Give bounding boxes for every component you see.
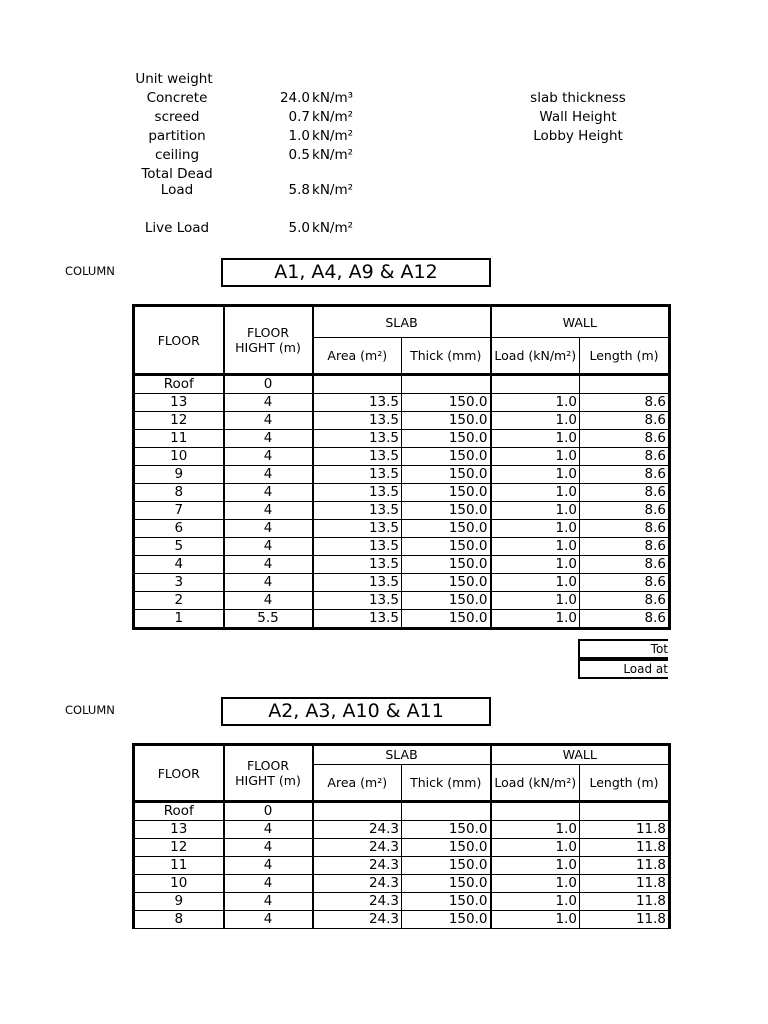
screed-label: screed xyxy=(154,109,200,125)
table-row xyxy=(134,375,670,394)
floor-cell: Roof xyxy=(134,802,224,821)
height-cell: 4 xyxy=(224,484,313,502)
table-row xyxy=(134,592,670,610)
wall-length-cell: 8.6 xyxy=(580,448,670,466)
height-cell: 5.5 xyxy=(224,610,313,629)
wall-length-cell: 8.6 xyxy=(580,466,670,484)
floor-cell: 1 xyxy=(134,610,224,629)
slab-area-cell: 13.5 xyxy=(313,592,402,610)
column-load-table-1 xyxy=(132,304,671,630)
header-thick: Thick (mm) xyxy=(402,764,491,801)
height-cell: 4 xyxy=(224,502,313,520)
height-cell: 4 xyxy=(224,875,313,893)
slab-thick-cell: 150.0 xyxy=(402,839,491,857)
wall-load-cell: 1.0 xyxy=(491,484,580,502)
slab-thick-cell: 150.0 xyxy=(402,610,491,629)
wall-length-cell: 8.6 xyxy=(580,574,670,592)
slab-area-cell: 24.3 xyxy=(313,839,402,857)
header-wall: WALL xyxy=(491,306,670,338)
header-area: Area (m²) xyxy=(313,764,402,801)
slab-thick-cell: 150.0 xyxy=(402,893,491,911)
wall-length-cell: 11.8 xyxy=(580,821,670,839)
floor-cell: 3 xyxy=(134,574,224,592)
screed-value: 0.7 xyxy=(288,109,310,125)
floor-cell: 11 xyxy=(134,857,224,875)
wall-load-cell: 1.0 xyxy=(491,556,580,574)
wall-length-cell: 8.6 xyxy=(580,394,670,412)
ceiling-unit: kN/m² xyxy=(312,147,354,163)
slab-area-cell: 13.5 xyxy=(313,412,402,430)
slab-thickness-label: slab thickness xyxy=(530,90,626,106)
height-cell: 4 xyxy=(224,556,313,574)
slab-area-cell: 13.5 xyxy=(313,430,402,448)
wall-length-cell: 11.8 xyxy=(580,839,670,857)
unit-weight-label: Unit weight xyxy=(135,71,213,87)
slab-thick-cell xyxy=(402,802,491,821)
header-floor-hight-line1: FLOOR xyxy=(246,758,290,773)
wall-load-cell: 1.0 xyxy=(491,875,580,893)
table-row xyxy=(134,448,670,466)
slab-thick-cell xyxy=(402,375,491,394)
height-cell: 4 xyxy=(224,538,313,556)
table-row xyxy=(134,412,670,430)
table-row xyxy=(134,574,670,592)
wall-length-cell: 8.6 xyxy=(580,592,670,610)
floor-cell: 12 xyxy=(134,412,224,430)
total-label: Tot xyxy=(578,639,668,659)
total-dead-label-line1: Total Dead xyxy=(141,166,213,182)
floor-cell: 5 xyxy=(134,538,224,556)
floor-cell: 10 xyxy=(134,448,224,466)
slab-area-cell: 13.5 xyxy=(313,520,402,538)
height-cell: 4 xyxy=(224,592,313,610)
slab-thick-cell: 150.0 xyxy=(402,821,491,839)
floor-cell: 11 xyxy=(134,430,224,448)
header-load: Load (kN/m²) xyxy=(491,764,580,801)
floor-cell: 6 xyxy=(134,520,224,538)
concrete-unit: kN/m³ xyxy=(312,90,354,106)
wall-length-cell: 8.6 xyxy=(580,502,670,520)
wall-load-cell: 1.0 xyxy=(491,821,580,839)
wall-load-cell: 1.0 xyxy=(491,538,580,556)
wall-load-cell: 1.0 xyxy=(491,857,580,875)
wall-load-cell: 1.0 xyxy=(491,592,580,610)
wall-load-cell: 1.0 xyxy=(491,911,580,929)
height-cell: 4 xyxy=(224,394,313,412)
total-dead-unit: kN/m² xyxy=(312,182,354,198)
table-row xyxy=(134,893,670,911)
slab-thick-cell: 150.0 xyxy=(402,538,491,556)
floor-cell: 4 xyxy=(134,556,224,574)
wall-length-cell: 11.8 xyxy=(580,875,670,893)
ceiling-label: ceiling xyxy=(154,147,200,163)
slab-area-cell: 24.3 xyxy=(313,893,402,911)
header-floor-hight-line2: HIGHT (m) xyxy=(235,773,301,788)
header-thick: Thick (mm) xyxy=(402,338,491,375)
height-cell: 4 xyxy=(224,448,313,466)
table-row xyxy=(134,556,670,574)
slab-thick-cell: 150.0 xyxy=(402,857,491,875)
column-label-2: COLUMN xyxy=(65,703,115,717)
table-row xyxy=(134,484,670,502)
wall-length-cell: 8.6 xyxy=(580,484,670,502)
floor-cell: 13 xyxy=(134,821,224,839)
floor-cell: 12 xyxy=(134,839,224,857)
wall-height-label: Wall Height xyxy=(539,109,617,125)
wall-length-cell: 8.6 xyxy=(580,520,670,538)
floor-cell: 9 xyxy=(134,466,224,484)
concrete-value: 24.0 xyxy=(279,90,310,106)
slab-thick-cell: 150.0 xyxy=(402,574,491,592)
floor-cell: 9 xyxy=(134,893,224,911)
height-cell: 0 xyxy=(224,802,313,821)
slab-thick-cell: 150.0 xyxy=(402,875,491,893)
header-slab: SLAB xyxy=(313,306,491,338)
header-floor-hight xyxy=(224,745,313,802)
slab-thick-cell: 150.0 xyxy=(402,394,491,412)
slab-thick-cell: 150.0 xyxy=(402,448,491,466)
slab-area-cell: 13.5 xyxy=(313,448,402,466)
total-dead-value: 5.8 xyxy=(288,182,310,198)
slab-thick-cell: 150.0 xyxy=(402,412,491,430)
table-row xyxy=(134,821,670,839)
height-cell: 4 xyxy=(224,520,313,538)
slab-area-cell: 24.3 xyxy=(313,821,402,839)
wall-load-cell xyxy=(491,802,580,821)
live-load-value: 5.0 xyxy=(288,220,310,236)
slab-thick-cell: 150.0 xyxy=(402,466,491,484)
table-row xyxy=(134,502,670,520)
wall-load-cell: 1.0 xyxy=(491,394,580,412)
header-area: Area (m²) xyxy=(313,338,402,375)
header-floor: FLOOR xyxy=(134,745,224,802)
floor-cell: 8 xyxy=(134,484,224,502)
header-floor-hight-line2: HIGHT (m) xyxy=(235,340,301,355)
floor-cell: 2 xyxy=(134,592,224,610)
wall-load-cell: 1.0 xyxy=(491,839,580,857)
screed-unit: kN/m² xyxy=(312,109,354,125)
height-cell: 4 xyxy=(224,821,313,839)
height-cell: 4 xyxy=(224,857,313,875)
wall-load-cell: 1.0 xyxy=(491,574,580,592)
header-load: Load (kN/m²) xyxy=(491,338,580,375)
column-group-title-1: A1, A4, A9 & A12 xyxy=(221,258,491,287)
slab-area-cell: 13.5 xyxy=(313,502,402,520)
column-group-title-2: A2, A3, A10 & A11 xyxy=(221,697,491,726)
header-wall: WALL xyxy=(491,745,670,765)
concrete-label: Concrete xyxy=(146,90,208,106)
wall-load-cell: 1.0 xyxy=(491,502,580,520)
floor-cell: Roof xyxy=(134,375,224,394)
slab-area-cell: 13.5 xyxy=(313,466,402,484)
wall-length-cell: 8.6 xyxy=(580,412,670,430)
slab-area-cell: 13.5 xyxy=(313,484,402,502)
ceiling-value: 0.5 xyxy=(288,147,310,163)
slab-area-cell: 13.5 xyxy=(313,538,402,556)
floor-cell: 10 xyxy=(134,875,224,893)
wall-load-cell xyxy=(491,375,580,394)
table-row xyxy=(134,875,670,893)
wall-length-cell: 8.6 xyxy=(580,610,670,629)
wall-load-cell: 1.0 xyxy=(491,466,580,484)
slab-area-cell: 13.5 xyxy=(313,556,402,574)
table-row xyxy=(134,394,670,412)
slab-area-cell: 24.3 xyxy=(313,875,402,893)
floor-cell: 7 xyxy=(134,502,224,520)
height-cell: 4 xyxy=(224,574,313,592)
wall-length-cell xyxy=(580,802,670,821)
wall-length-cell: 11.8 xyxy=(580,893,670,911)
partition-label: partition xyxy=(148,128,206,144)
slab-thick-cell: 150.0 xyxy=(402,502,491,520)
slab-area-cell: 24.3 xyxy=(313,911,402,929)
wall-length-cell: 8.6 xyxy=(580,430,670,448)
slab-area-cell: 13.5 xyxy=(313,574,402,592)
slab-thick-cell: 150.0 xyxy=(402,520,491,538)
wall-length-cell: 11.8 xyxy=(580,857,670,875)
slab-thick-cell: 150.0 xyxy=(402,556,491,574)
header-length: Length (m) xyxy=(580,338,670,375)
partition-value: 1.0 xyxy=(288,128,310,144)
table-row xyxy=(134,430,670,448)
wall-load-cell: 1.0 xyxy=(491,520,580,538)
height-cell: 0 xyxy=(224,375,313,394)
height-cell: 4 xyxy=(224,893,313,911)
slab-thick-cell: 150.0 xyxy=(402,484,491,502)
header-length: Length (m) xyxy=(580,764,670,801)
header-floor: FLOOR xyxy=(134,306,224,375)
table-row xyxy=(134,610,670,629)
partition-unit: kN/m² xyxy=(312,128,354,144)
table-row xyxy=(134,839,670,857)
table-row xyxy=(134,466,670,484)
slab-area-cell: 24.3 xyxy=(313,857,402,875)
wall-load-cell: 1.0 xyxy=(491,412,580,430)
lobby-height-label: Lobby Height xyxy=(533,128,623,144)
total-dead-label-line2: Load xyxy=(160,182,194,198)
slab-thick-cell: 150.0 xyxy=(402,911,491,929)
height-cell: 4 xyxy=(224,911,313,929)
slab-area-cell xyxy=(313,802,402,821)
header-floor-hight-line1: FLOOR xyxy=(246,325,290,340)
load-at-label: Load at xyxy=(578,659,668,679)
table-row xyxy=(134,520,670,538)
slab-area-cell: 13.5 xyxy=(313,610,402,629)
wall-load-cell: 1.0 xyxy=(491,610,580,629)
slab-area-cell: 13.5 xyxy=(313,394,402,412)
wall-length-cell: 11.8 xyxy=(580,911,670,929)
wall-load-cell: 1.0 xyxy=(491,893,580,911)
height-cell: 4 xyxy=(224,430,313,448)
wall-load-cell: 1.0 xyxy=(491,430,580,448)
live-load-label: Live Load xyxy=(144,220,210,236)
wall-length-cell xyxy=(580,375,670,394)
height-cell: 4 xyxy=(224,412,313,430)
wall-length-cell: 8.6 xyxy=(580,538,670,556)
wall-load-cell: 1.0 xyxy=(491,448,580,466)
table-row xyxy=(134,802,670,821)
header-slab: SLAB xyxy=(313,745,491,765)
column-label-1: COLUMN xyxy=(65,264,115,278)
table-row xyxy=(134,538,670,556)
wall-length-cell: 8.6 xyxy=(580,556,670,574)
column-load-table-2 xyxy=(132,743,671,929)
height-cell: 4 xyxy=(224,839,313,857)
table-row xyxy=(134,857,670,875)
floor-cell: 13 xyxy=(134,394,224,412)
slab-area-cell xyxy=(313,375,402,394)
floor-cell: 8 xyxy=(134,911,224,929)
header-floor-hight xyxy=(224,306,313,375)
live-load-unit: kN/m² xyxy=(312,220,354,236)
height-cell: 4 xyxy=(224,466,313,484)
slab-thick-cell: 150.0 xyxy=(402,592,491,610)
slab-thick-cell: 150.0 xyxy=(402,430,491,448)
table-row xyxy=(134,911,670,929)
